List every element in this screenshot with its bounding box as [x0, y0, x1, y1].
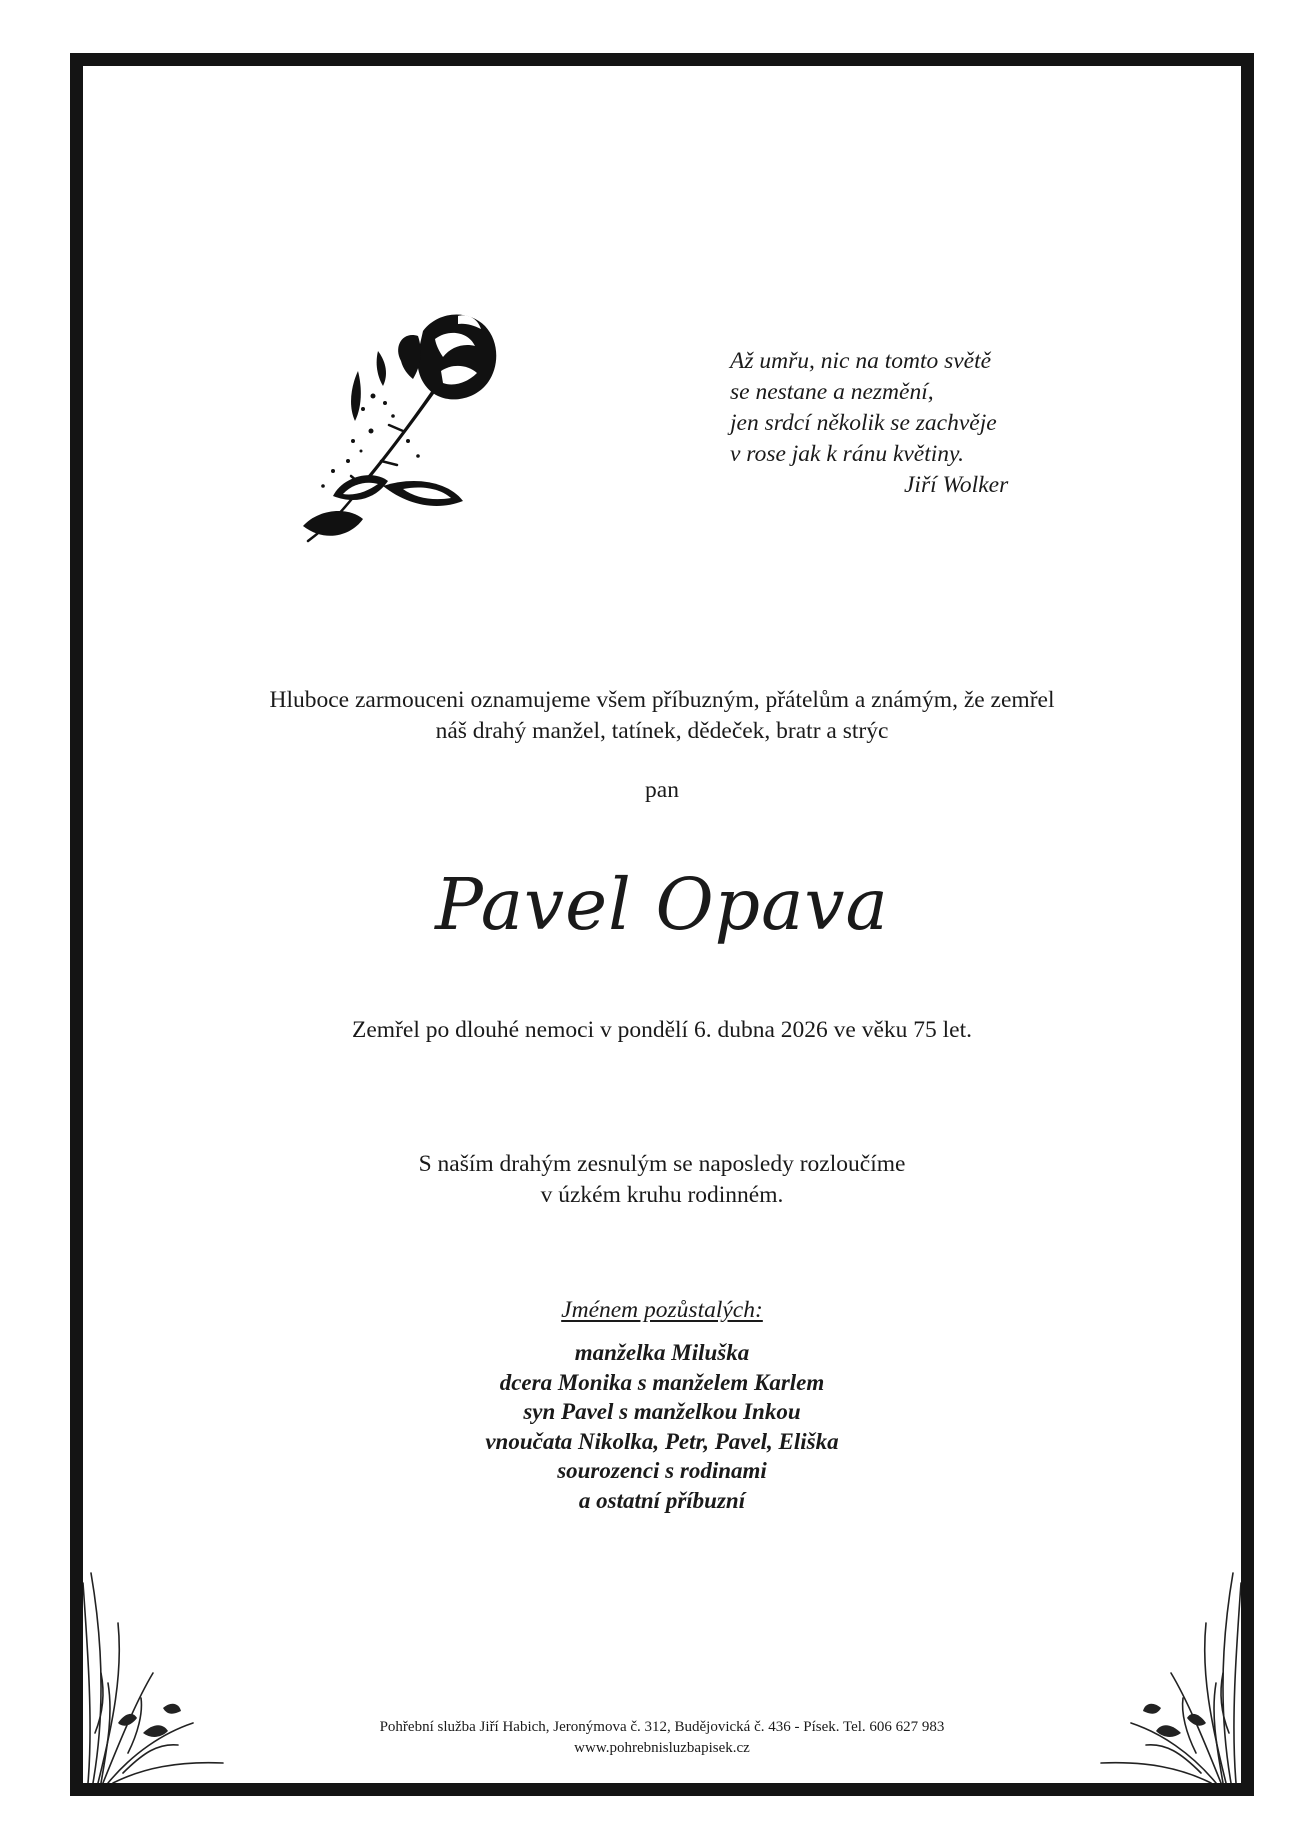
farewell-line: v úzkém kruhu rodinném.: [540, 1182, 784, 1208]
poem-line: jen srdcí několik se zachvěje: [730, 410, 997, 436]
survivor-item: sourozenci s rodinami: [557, 1458, 767, 1483]
survivors-heading: Jménem pozůstalých:: [561, 1297, 763, 1323]
poem-line: Až umřu, nic na tomto světě: [730, 348, 992, 374]
farewell-line: S naším drahým zesnulým se naposledy rozloučíme: [418, 1151, 906, 1177]
footer-website: www.pohrebnisluzbapisek.cz: [574, 1740, 750, 1756]
announcement: [83, 685, 1241, 747]
footer-address: Pohřební služba Jiří Habich, Jeronýmova č. 312, Budějovická č. 436 - Písek. Tel. 606 627 983: [379, 1719, 945, 1735]
notice-content: [83, 66, 1241, 1783]
poem-author: Jiří Wolker: [904, 472, 1009, 498]
poem-line: se nestane a nezmění,: [730, 379, 934, 405]
survivors-list: [83, 1338, 1241, 1515]
survivor-item: manželka Miluška: [574, 1340, 750, 1365]
rose-icon: [263, 291, 503, 571]
survivor-item: vnoučata Nikolka, Petr, Pavel, Eliška: [485, 1428, 839, 1454]
mourning-frame: [70, 53, 1254, 1796]
title-prefix: pan: [645, 777, 679, 803]
poem-line: v rose jak k ránu květiny.: [730, 441, 965, 467]
farewell-notice: [83, 1149, 1241, 1211]
survivor-item: syn Pavel s manželkou Inkou: [523, 1399, 801, 1424]
footer: [83, 1717, 1241, 1759]
death-notice: Zemřel po dlouhé nemoci v pondělí 6. dubna 2026 ve věku 75 let.: [352, 1017, 972, 1043]
announcement-line: Hluboce zarmouceni oznamujeme všem příbuzným, přátelům a známým, že zemřel: [269, 687, 1055, 713]
announcement-line: náš drahý manžel, tatínek, dědeček, bratr a strýc: [435, 718, 889, 744]
survivor-item: a ostatní příbuzní: [578, 1487, 746, 1513]
survivor-item: dcera Monika s manželem Karlem: [499, 1369, 825, 1395]
deceased-name: Pavel Opava: [435, 863, 889, 946]
poem: [730, 346, 1090, 501]
